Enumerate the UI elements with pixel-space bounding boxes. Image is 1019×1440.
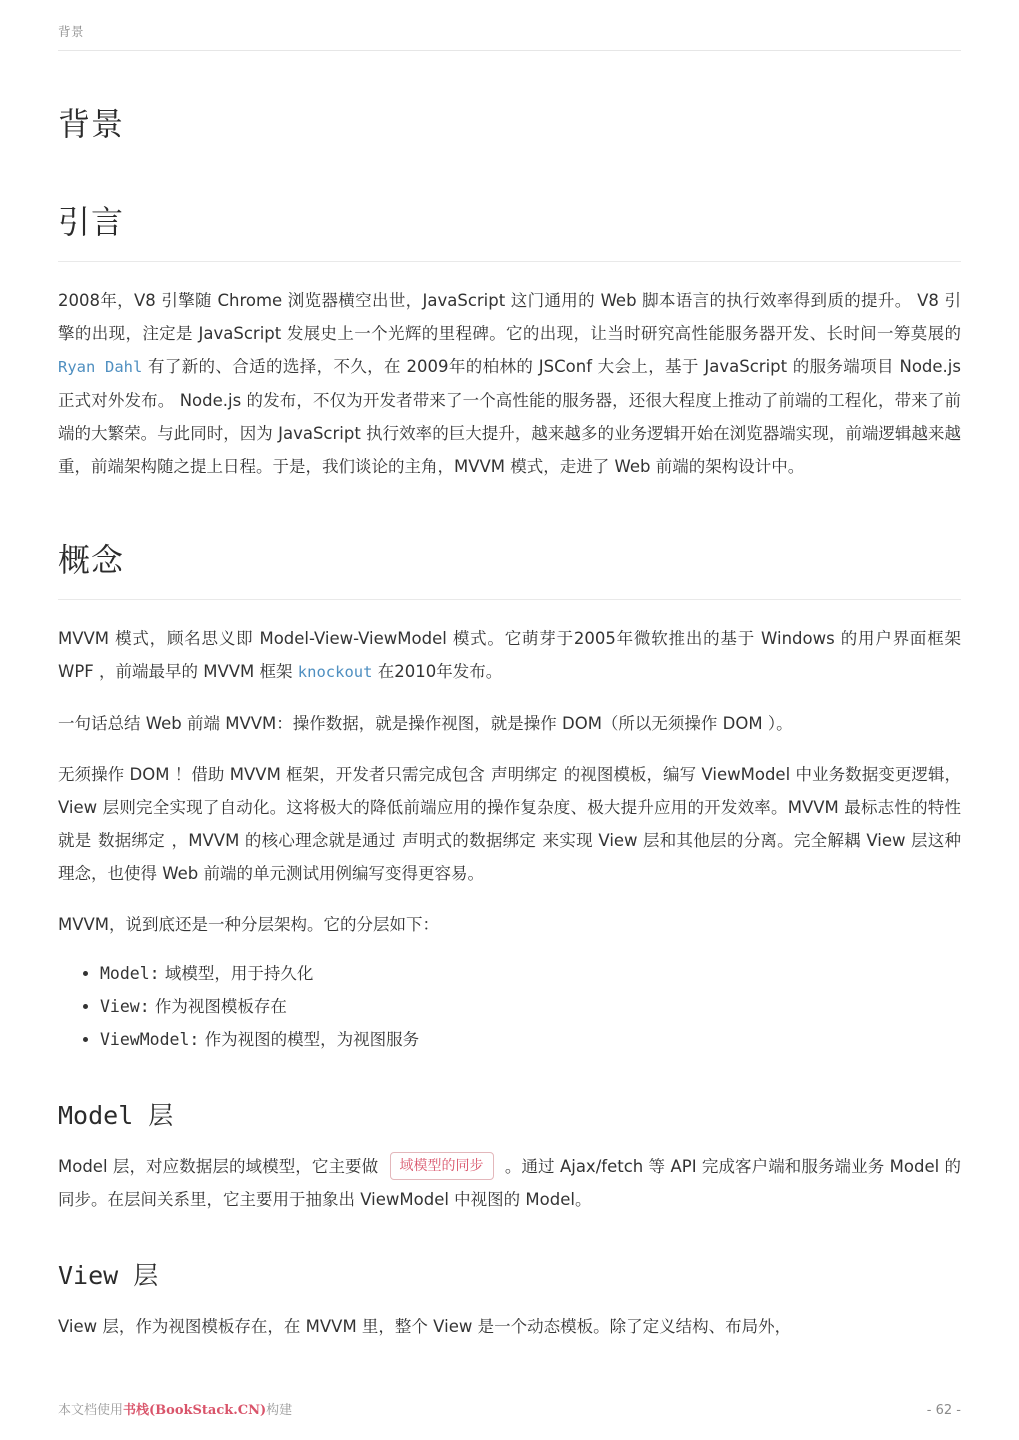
list-item-key: Model:	[100, 964, 160, 983]
link-ryan-dahl[interactable]: Ryan Dahl	[58, 358, 143, 376]
paragraph-intro	[58, 284, 961, 483]
paragraph-concept-1	[58, 622, 961, 689]
section-heading-concept: 概念	[58, 541, 125, 579]
paragraph-intro-part-b: 有了新的、合适的选择，不久，在 2009年的柏林的 JSConf 大会上，基于 JavaScript 的服务端项目 Node.js 正式对外发布。 Node.js 的发布，不仅为开发者带来了一个高性能的服务器，还很大程度上推动了前端的工程化，带来了前端的大繁荣。与此同时，因为 JavaScript 执行效率的巨大提升，越来越多的业务逻辑开始在浏览器端实现，前端逻辑越来越重，前端架构随之提上日程。于是，我们谈论的主角，MVVM 模式，走进了 Web 前端的架构设计中。	[58, 357, 961, 476]
list-item	[100, 1023, 961, 1056]
page-title: 背景	[58, 105, 125, 143]
paragraph-concept-3-part-c: ，MVVM 的核心理念就是通过	[166, 831, 402, 850]
list-item-text: 域模型，用于持久化	[159, 964, 314, 983]
list-item-key: View:	[100, 997, 150, 1016]
footer-credit-suffix: 构建	[266, 1403, 293, 1418]
paragraph-concept-3	[58, 758, 961, 890]
paragraph-concept-1-part-a: MVVM 模式，顾名思义即 Model-View-ViewModel 模式。它萌芽于2005年微软推出的基于 Windows 的用户界面框架 WPF ，前端最早的 MVVM 框架	[58, 629, 961, 681]
list-item-text: 作为视图模板存在	[149, 997, 287, 1016]
section-divider-concept	[58, 599, 961, 600]
term-data-binding: 数据绑定	[98, 831, 166, 850]
paragraph-concept-2: 一句话总结 Web 前端 MVVM：操作数据，就是操作视图，就是操作 DOM（所以无须操作 DOM ）。	[58, 714, 793, 733]
paragraph-concept-4: MVVM，说到底还是一种分层架构。它的分层如下：	[58, 915, 440, 934]
footer-credit-prefix: 本文档使用	[58, 1403, 124, 1418]
term-declarative-data-binding: 声明式的数据绑定	[402, 831, 537, 850]
footer-bookstack-link[interactable]: 书栈(BookStack.CN)	[123, 1403, 267, 1418]
link-knockout[interactable]: knockout	[297, 663, 373, 681]
footer-credit	[58, 1399, 292, 1418]
paragraph-intro-part-a: 2008年，V8 引擎随 Chrome 浏览器横空出世，JavaScript 这门通用的 Web 脚本语言的执行效率得到质的提升。 V8 引擎的出现，注定是 JavaScript 发展史上一个光辉的里程碑。它的出现，让当时研究高性能服务器开发、长时间一筹莫展的	[58, 291, 961, 343]
page-footer	[58, 1399, 961, 1418]
list-item-text: 作为视图的模型，为视图服务	[199, 1030, 420, 1049]
paragraph-concept-1-part-b: 在2010年发布。	[372, 662, 503, 681]
header-divider	[58, 50, 961, 51]
paragraph-concept-3-part-b: 的视图模板，编写 ViewModel 中业务数据变更逻辑，View 层则完全实现了自动化。这将极大的降低前端应用的操作复杂度、极大提升应用的开发效率。MVVM 最标志性的特性就是	[58, 765, 962, 850]
paragraph-concept-3-part-a: 无须操作 DOM ！借助 MVVM 框架，开发者只需完成包含	[58, 765, 491, 784]
paragraph-view-layer: View 层，作为视图模板存在，在 MVVM 里，整个 View 是一个动态模板。除了定义结构、布局外，	[58, 1317, 792, 1336]
section-heading-intro: 引言	[58, 203, 125, 241]
running-header: 背景	[58, 24, 85, 39]
paragraph-model-layer	[58, 1150, 961, 1216]
subsection-heading-view-layer: View 层	[58, 1261, 159, 1290]
list-item	[100, 957, 961, 990]
layer-list	[58, 957, 961, 1056]
term-declarative-binding: 声明绑定	[491, 765, 558, 784]
footer-page-number: - 62 -	[926, 1403, 961, 1418]
paragraph-model-layer-part-a: Model 层，对应数据层的域模型，它主要做	[58, 1157, 384, 1176]
status-badge-domain-model-sync: 域模型的同步	[390, 1152, 494, 1180]
list-item	[100, 990, 961, 1023]
paragraph-concept-3-part-d: 来实现 View 层和其他层的分离。完全解耦 View 层这种理念，也使得 Web 前端的单元测试用例编写变得更容易。	[58, 831, 961, 883]
section-divider-intro	[58, 261, 961, 262]
subsection-heading-model-layer: Model 层	[58, 1101, 174, 1130]
list-item-key: ViewModel:	[100, 1030, 200, 1049]
paragraph-model-layer-part-b: 。通过 Ajax/fetch 等 API 完成客户端和服务端业务 Model 的同步。在层间关系里，它主要用于抽象出 ViewModel 中视图的 Model。	[58, 1157, 962, 1209]
